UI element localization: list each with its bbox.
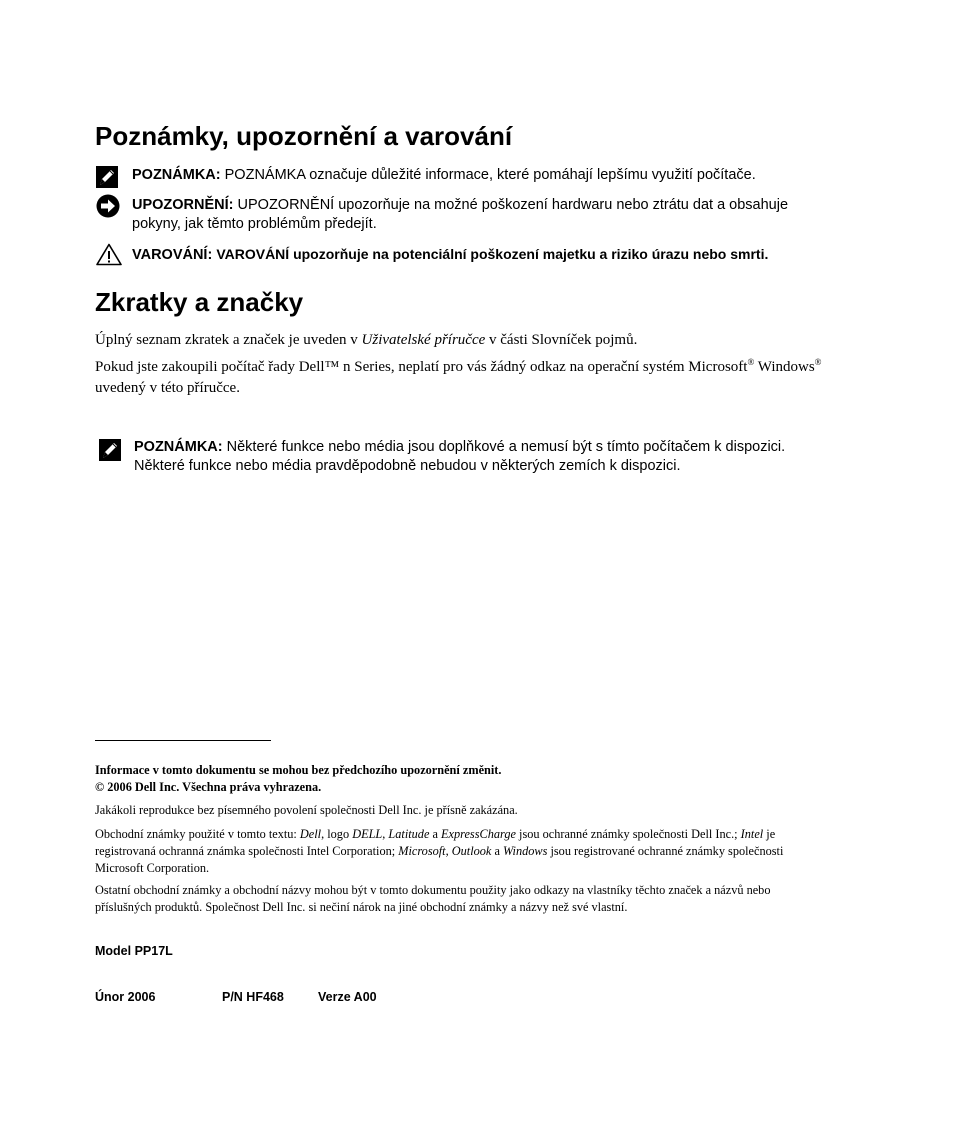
- tm-dell: Dell: [299, 827, 322, 841]
- note2-label: POZNÁMKA:: [134, 439, 223, 455]
- legal-info-line1: Informace v tomto dokumentu se mohou bez předchozího upozornění změnit.: [95, 763, 502, 777]
- tm-text: , logo: [321, 827, 353, 841]
- tm-text: a: [491, 844, 503, 858]
- model-number: Model PP17L: [95, 944, 173, 958]
- heading-abbreviations: Zkratky a značky: [95, 287, 304, 317]
- tm-latitude: Latitude: [388, 827, 430, 841]
- abbreviations-paragraph: [95, 330, 895, 351]
- tm-text: jsou ochranné známky společnosti Dell Inc.;: [515, 827, 741, 841]
- tm-text: Microsoft Corporation.: [95, 861, 210, 875]
- note2-text-line2: Některé funkce nebo média pravděpodobně nebudou v některých zemích k dispozici.: [134, 458, 681, 474]
- para1-text-after: v části Slovníček pojmů.: [485, 332, 638, 348]
- caution-label: UPOZORNĚNÍ:: [132, 197, 234, 213]
- users-guide-reference: Uživatelské příručce: [361, 332, 486, 348]
- tm-microsoft-outlook: Microsoft, Outlook: [398, 844, 492, 858]
- note-pencil-icon: [99, 439, 121, 467]
- para2-text-part1: Pokud jste zakoupili počítač řady Dell™ n Series, neplatí pro vás žádný odkaz na operační systém Microsoft: [95, 359, 748, 375]
- legal-info: [95, 762, 895, 796]
- other-trademarks-paragraph: [95, 882, 895, 916]
- caution-text-line1: UPOZORNĚNÍ upozorňuje na možné poškození hardwaru nebo ztrátu dat a obsahuje: [237, 197, 789, 213]
- warning-triangle-icon: [96, 243, 122, 272]
- note-pencil-icon: [96, 166, 118, 194]
- trademarks-paragraph: [95, 826, 895, 877]
- para2-text-line2: uvedený v této příručce.: [95, 380, 240, 396]
- tm-text: registrovaná ochranná známka společnosti Intel Corporation;: [95, 844, 399, 858]
- tm-intel: Intel: [740, 827, 764, 841]
- n-series-paragraph: [95, 357, 895, 399]
- part-number: P/N HF468: [222, 990, 284, 1004]
- heading-notes-cautions-warnings: Poznámky, upozornění a varování: [95, 121, 513, 151]
- note2-text-line1: Některé funkce nebo média jsou doplňkové a nemusí být s tímto počítačem k dispozici.: [226, 439, 786, 455]
- publish-date: Únor 2006: [95, 990, 156, 1004]
- tm-text: je: [763, 827, 776, 841]
- para1-text-before: Úplný seznam zkratek a značek je uveden v: [95, 332, 362, 348]
- tm-windows: Windows: [502, 844, 548, 858]
- registered-mark: ®: [747, 357, 755, 367]
- warning-label: VAROVÁNÍ:: [132, 247, 213, 263]
- tm-dell-logo: DELL: [352, 827, 383, 841]
- other-trademarks-line2: příslušných produktů. Společnost Dell Inc. si nečiní nárok na jiné obchodní známky a názvy než své vlastní.: [95, 900, 628, 914]
- note-label: POZNÁMKA:: [132, 167, 221, 183]
- registered-mark: ®: [814, 357, 822, 367]
- reproduction-notice: Jakákoli reprodukce bez písemného povolení společnosti Dell Inc. je přísně zakázána.: [95, 803, 518, 817]
- tm-text: a: [429, 827, 442, 841]
- footnote-divider: [95, 740, 271, 741]
- tm-expresscharge: ExpressCharge: [441, 827, 516, 841]
- other-trademarks-line1: Ostatní obchodní známky a obchodní názvy mohou být v tomto dokumentu použity jako odkazy na vlastníky těchto značek a názvů nebo: [95, 883, 771, 897]
- revision: Verze A00: [318, 990, 377, 1004]
- warning-text: VAROVÁNÍ upozorňuje na potenciální poškození majetku a riziko úrazu nebo smrti.: [216, 246, 769, 262]
- tm-text: jsou registrované ochranné známky společnosti: [547, 844, 784, 858]
- copyright-line: © 2006 Dell Inc. Všechna práva vyhrazena.: [95, 780, 322, 794]
- note-text: POZNÁMKA označuje důležité informace, které pomáhají lepšímu využití počítače.: [224, 167, 756, 183]
- tm-text: Obchodní známky použité v tomto textu:: [95, 827, 300, 841]
- caution-arrow-icon: [96, 194, 120, 224]
- tm-text: ,: [382, 827, 389, 841]
- caution-text-line2: pokyny, jak těmto problémům předejít.: [132, 216, 377, 232]
- para2-text-part2: Windows: [754, 359, 815, 375]
